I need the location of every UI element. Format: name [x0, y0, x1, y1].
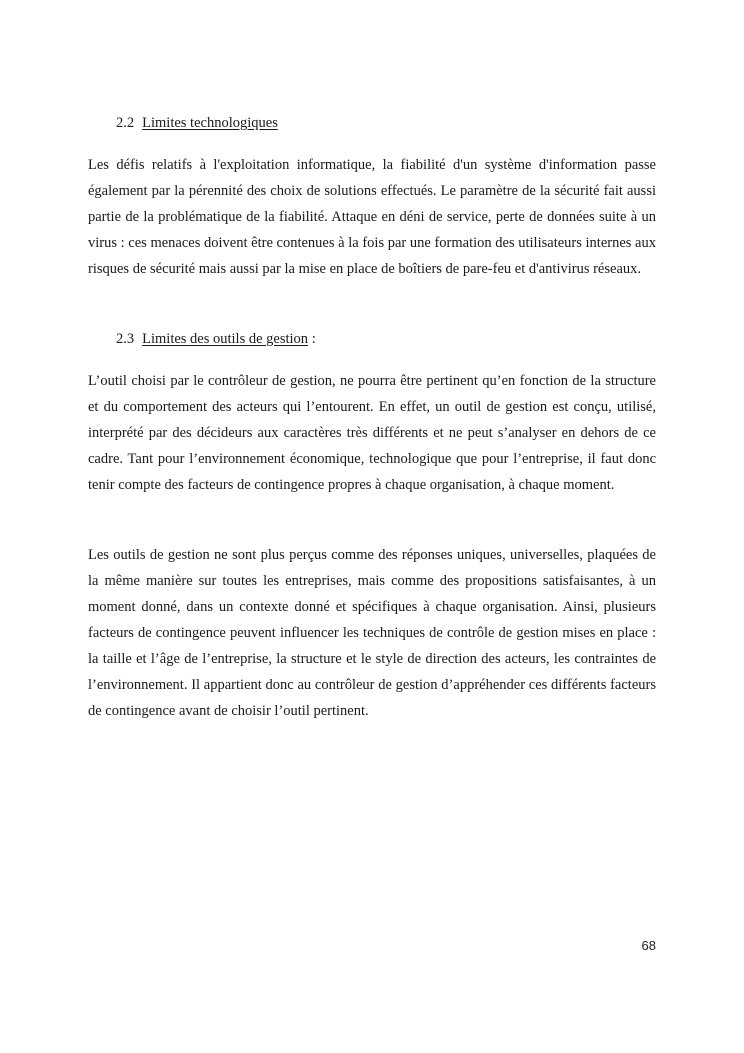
section-heading-2-3	[116, 330, 316, 348]
paragraph-tool-choice: L’outil choisi par le contrôleur de gestion, ne pourra être pertinent qu’en fonction de la structure et du comportement des acteurs qui l’entourent. En effet, un outil de gestion est conçu, utilisé, interprété par des décideurs aux caractères très différents et ne peut s’analyser en dehors de ce cadre. Tant pour l’environnement économique, technologique que pour l’entreprise, il faut donc tenir compte des facteurs de contingence propres à chaque organisation, à chaque moment.	[88, 373, 656, 493]
paragraph-contingency: Les outils de gestion ne sont plus perçus comme des réponses uniques, universelles, plaquées de la même manière sur toutes les entreprises, mais comme des propositions satisfaisantes, à un moment donné, dans un contexte donné et spécifiques à chaque organisation. Ainsi, plusieurs facteurs de contingence peuvent influencer les techniques de contrôle de gestion mises en place : la taille et l’âge de l’entreprise, la structure et le style de direction des acteurs, les contraintes de l’environnement. Il appartient donc au contrôleur de gestion d’appréhender ces différents facteurs de contingence avant de choisir l’outil pertinent.	[88, 547, 656, 719]
paragraph-security: Les défis relatifs à l'exploitation informatique, la fiabilité d'un système d'information passe également par la pérennité des choix de solutions effectués. Le paramètre de la sécurité fait aussi partie de la problématique de la fiabilité. Attaque en déni de service, perte de données suite à un virus : ces menaces doivent être contenues à la fois par une formation des utilisateurs internes aux risques de sécurité mais aussi par la mise en place de boîtiers de pare-feu et d'antivirus réseaux.	[88, 157, 656, 277]
section-title-suffix: :	[308, 331, 316, 347]
section-number: 2.3	[116, 331, 135, 347]
section-number: 2.2	[116, 115, 135, 131]
section-heading-2-2	[116, 114, 278, 132]
section-title: Limites des outils de gestion	[142, 331, 309, 347]
section-title: Limites technologiques	[142, 115, 278, 131]
page-number: 68	[641, 938, 656, 953]
